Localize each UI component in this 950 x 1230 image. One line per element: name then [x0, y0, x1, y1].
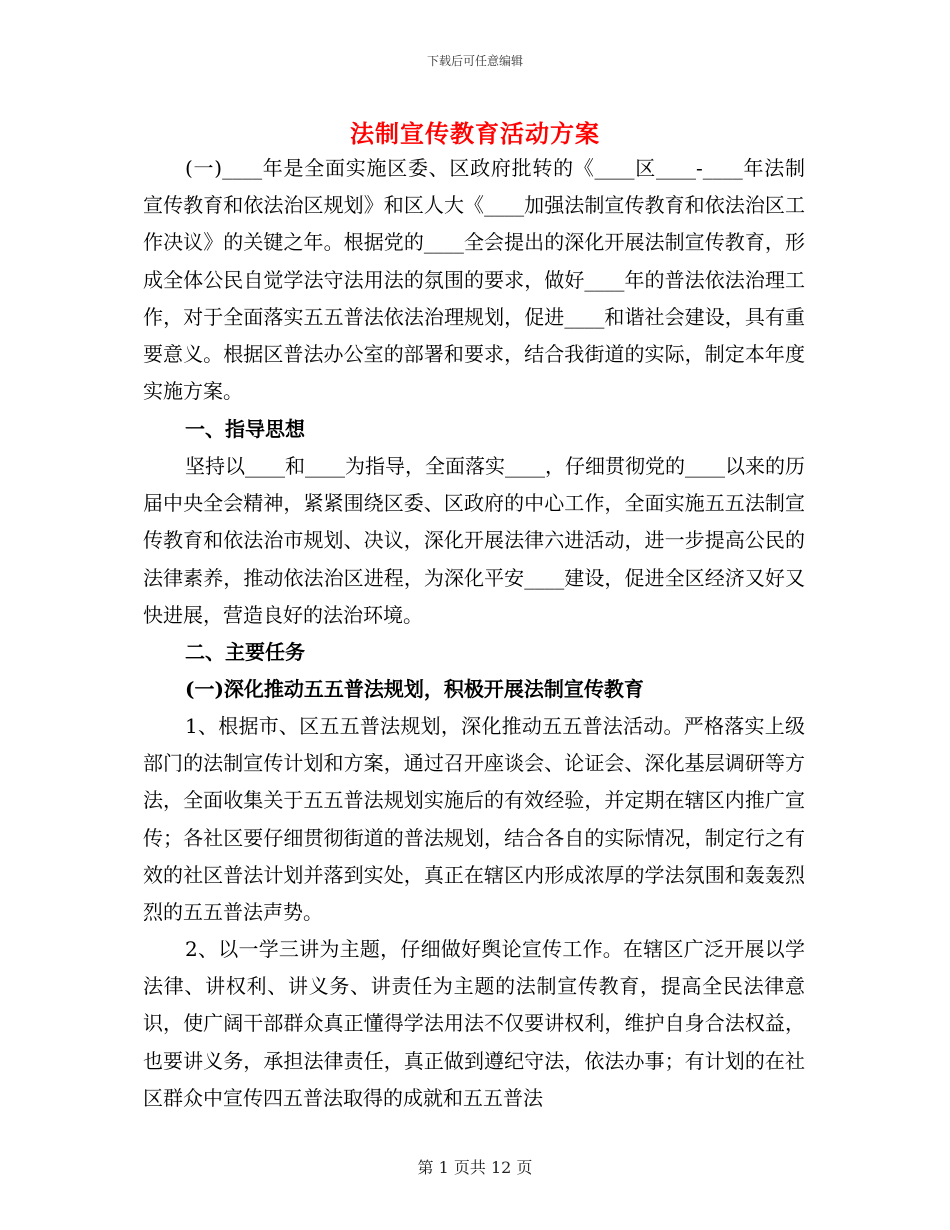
task-item-2: 2、以一学三讲为主题，仔细做好舆论宣传工作。在辖区广泛开展以学法律、讲权利、讲义务、讲责任为主题的法制宣传教育，提高全民法律意识，使广阔干部群众真正懂得学法用法不仅要讲权利，维护自身合法权益，也要讲义务，承担法律责任，真正做到遵纪守法，依法办事；有计划的在社区群众中宣传四五普法取得的成就和五五普法: [143, 937, 805, 1110]
section-heading-guiding-ideology: 一、指导思想: [185, 417, 305, 441]
document-title: 法制宣传教育活动方案: [350, 119, 600, 148]
page-header-note: 下载后可任意编辑: [426, 54, 523, 68]
section-heading-main-tasks: 二、主要任务: [185, 640, 305, 664]
guiding-ideology-paragraph: 坚持以____和____为指导，全面落实____，仔细贯彻党的____以来的历届中央全会精神，紧紧围绕区委、区政府的中心工作，全面实施五五法制宣传教育和依法治市规划、决议，深化开展法律六进活动，进一步提高公民的法律素养，推动依法治区进程，为深化平安____建设，促进全区经济又好又快进展，营造良好的法治环境。: [143, 454, 805, 627]
task-item-1: 1、根据市、区五五普法规划，深化推动五五普法活动。严格落实上级部门的法制宣传计划和方案，通过召开座谈会、论证会、深化基层调研等方法，全面收集关于五五普法规划实施后的有效经验，并定期在辖区内推广宣传；各社区要仔细贯彻街道的普法规划，结合各自的实际情况，制定行之有效的社区普法计划并落到实处，真正在辖区内形成浓厚的学法氛围和轰轰烈烈的五五普法声势。: [143, 714, 805, 925]
page-number: 第 1 页共 12 页: [417, 1158, 533, 1177]
intro-paragraph: (一)____年是全面实施区委、区政府批转的《____区____-____年法制宣传教育和依法治区规划》和区人大《____加强法制宣传教育和依法治区工作决议》的关键之年。根据党的____全会提出的深化开展法制宣传教育，形成全体公民自觉学法守法用法的氛围的要求，做好____年的普法依法治理工作，对于全面落实五五普法依法治理规划，促进____和谐社会建设，具有重要意义。根据区普法办公室的部署和要求，结合我街道的实际，制定本年度实施方案。: [143, 156, 805, 404]
subsection-heading-1: (一)深化推动五五普法规划，积极开展法制宣传教育: [185, 677, 644, 701]
